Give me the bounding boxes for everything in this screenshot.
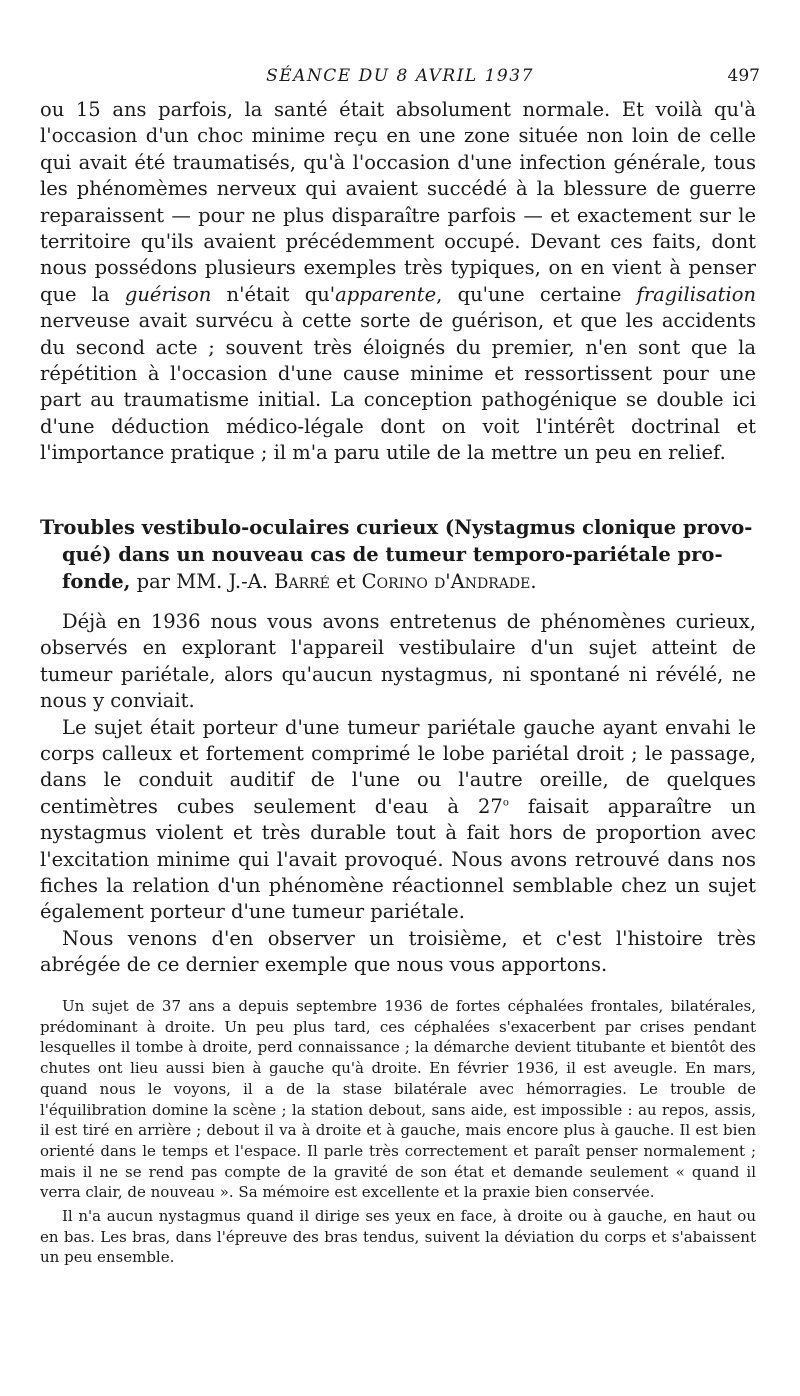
heading-line-3-text: fonde, (62, 570, 131, 593)
emphasis-guerison: guérison (124, 282, 212, 306)
page-number: 497 (727, 66, 760, 86)
emphasis-fragilisation: fragilisation (636, 282, 757, 306)
text-run: nerveuse avait survécu à cette sorte de guérison, et que les accidents du second acte ; souvent très éloignés du premier, n'en sont que la répétition à l'occasion d'une cause minime et ressortissent pour une part au traumatisme initial. La conception pathogénique se double ici d'une déduction médico-légale dont on voit l'intérêt doctrinal et l'importance pratique ; il m'a paru utile de la mettre un peu en relief. (40, 309, 756, 465)
emphasis-apparente: apparente (335, 282, 437, 306)
heading-line-1: Troubles vestibulo-oculaires curieux (Nystagmus clonique provo- (40, 516, 753, 539)
text-run: , qu'une certaine (436, 282, 637, 306)
heading-line-2: qué) dans un nouveau cas de tumeur temporo-pariétale pro- (62, 543, 723, 566)
degree-sign: o (502, 797, 509, 809)
paragraph-continuation (40, 97, 756, 467)
running-title: SÉANCE DU 8 AVRIL 1937 (266, 66, 534, 86)
text-run: Le sujet était porteur d'une tumeur pariétale gauche ayant envahi le corps calleux et fortement comprimé le lobe pariétal droit ; le passage, dans le conduit auditif de l'une ou l'autre oreille, de quelques centimètres cubes seulement d'eau à 27 (40, 715, 756, 818)
authors-end: . (530, 570, 537, 593)
case-report-paragraph-2: Il n'a aucun nystagmus quand il dirige ses yeux en face, à droite ou à gauche, en haut ou en bas. Les bras, dans l'épreuve des bras tendus, suivent la déviation du corps et s'abaissent un peu ensemble. (40, 1207, 756, 1267)
text-run: ou 15 ans parfois, la santé était absolument normale. Et voilà qu'à l'occasion d'un choc minime reçu en une zone située non loin de celle qui avait été traumatisés, qu'à l'occasion d'une infection générale, tous les phénomèmes nerveux qui avaient succédé à la blessure de guerre reparaissent — pour ne plus disparaître parfois — et exactement sur le territoire qu'ils avaient précédemment occupé. Devant ces faits, dont nous possédons plusieurs exemples très typiques, on en vient à penser que la (40, 98, 756, 306)
paragraph-3: Nous venons d'en observer un troisième, et c'est l'histoire très abrégée de ce dernier exemple que nous vous apportons. (40, 926, 756, 977)
authors-prefix: par MM. J.-A. (130, 570, 275, 593)
author-barre: Barré (274, 570, 330, 593)
section-heading (40, 514, 756, 595)
paragraph-1: Déjà en 1936 nous vous avons entretenus de phénomènes curieux, observés en explorant l'appareil vestibulaire d'un sujet atteint de tumeur pariétale, alors qu'aucun nystagmus, ni spontané ni révélé, ne nous y conviait. (40, 610, 756, 713)
text-run: faisait apparaître un nystagmus violent et très durable tout à fait hors de proportion avec l'excitation minime qui l'avait provoqué. Nous avons retrouvé dans nos fiches la relation d'un phénomène réactionnel semblable chez un sujet également porteur d'une tumeur pariétale. (40, 794, 756, 924)
heading-line-3 (40, 568, 756, 595)
communication-body (40, 609, 756, 979)
case-report (40, 996, 756, 1268)
continued-paragraph (40, 97, 756, 467)
case-report-paragraph-1: Un sujet de 37 ans a depuis septembre 1936 de fortes céphalées frontales, bilatérales, prédominant à droite. Un peu plus tard, ces céphalées s'exacerbent par crises pendant lesquelles il tombe à droite, perd connaissance ; la démarche devient titubante et bientôt des chutes ont lieu aussi bien à gauche qu'à droite. En février 1936, il est aveugle. En mars, quand nous le voyons, il a de la stase bilatérale avec hémorragies. Le trouble de l'équilibration domine la scène ; la station debout, sans aide, est impossible : au repos, assis, il est tiré en arrière ; debout il va à droite et à gauche, mais encore plus à gauche. Il est bien orienté dans le temps et l'espace. Il parle très correctement et paraît penser normalement ; mais il ne se rend pas compte de la gravité de son état et demande seulement « quand il verra clair, de nouveau ». Sa mémoire est excellente et la praxie bien conservée. (40, 997, 756, 1202)
authors-conjunction: et (329, 570, 362, 593)
text-run: n'était qu' (211, 282, 336, 306)
author-corino-dandrade: Corino d'Andrade (361, 570, 531, 593)
running-head (40, 66, 760, 90)
paragraph-2 (40, 715, 756, 926)
